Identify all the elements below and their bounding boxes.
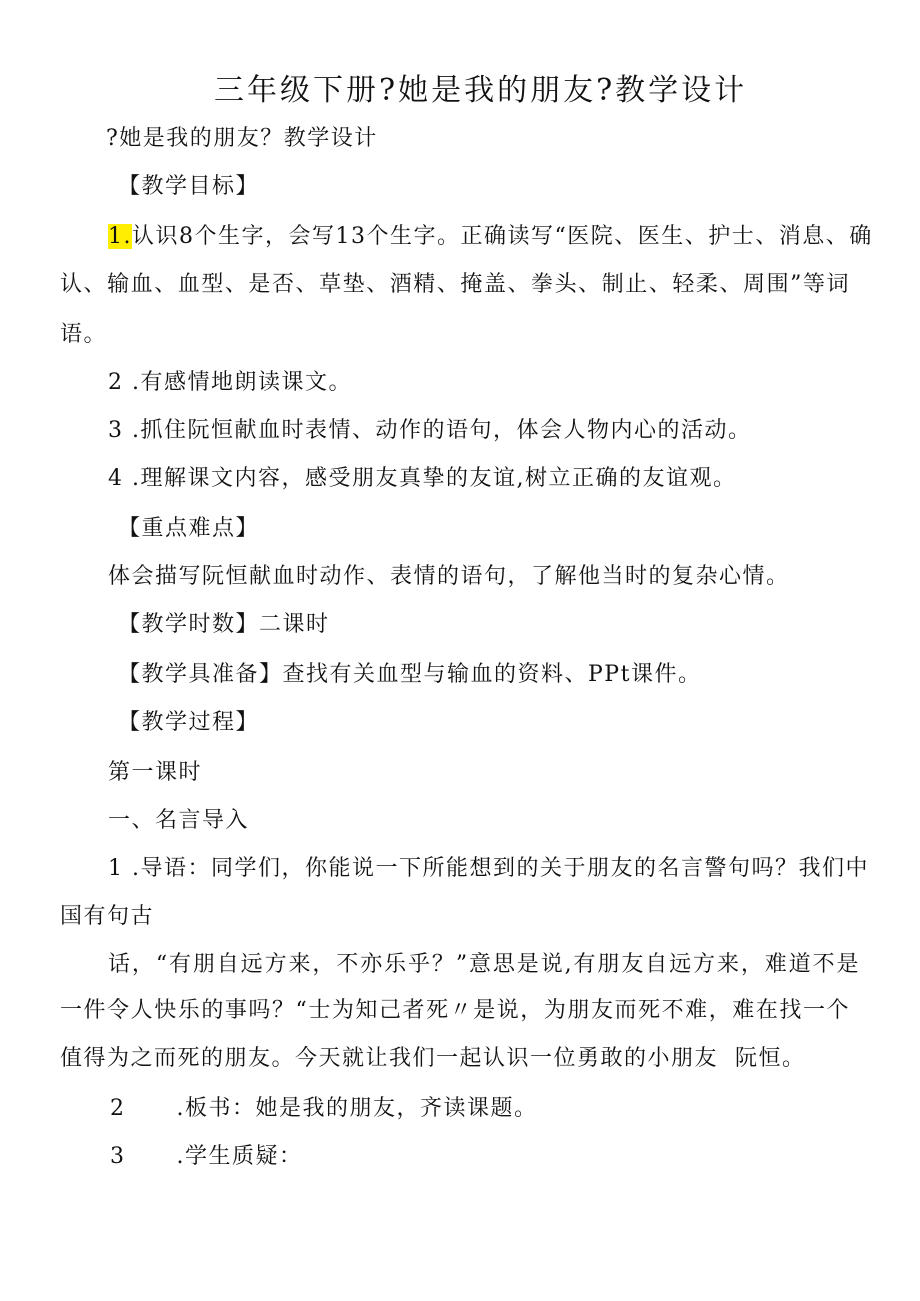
process-heading: 【教学过程】 <box>118 710 260 735</box>
key-points-text: 体会描写阮恒献血时动作、表情的语句，了解他当时的复杂心情。 <box>108 564 790 589</box>
step-1-line-1: 1 .导语：同学们，你能说一下所能想到的关于朋友的名言警句吗？我们中 <box>108 856 869 881</box>
goal-1-line-2: 认、输血、血型、是否、草垫、酒精、掩盖、拳头、制止、轻柔、周围”等词 <box>60 272 850 297</box>
document-title: 三年级下册?她是我的朋友?教学设计 <box>214 73 748 108</box>
goal-3: 3 .抓住阮恒献血时表情、动作的语句，体会人物内心的活动。 <box>108 418 752 443</box>
teaching-preparation: 【教学具准备】查找有关血型与输血的资料、PPt课件。 <box>118 662 702 687</box>
goal-1-line-3: 语。 <box>60 322 108 347</box>
goal-1-text: 认识8个生字，会写13个生字。正确读写“医院、医生、护士、消息、确 <box>132 224 873 249</box>
step-3: 3 .学生质疑： <box>110 1144 303 1169</box>
step-1-line-3: 话，“有朋自远方来，不亦乐乎？”意思是说,有朋友自远方来，难道不是 <box>108 952 860 977</box>
goal-4: 4 .理解课文内容，感受朋友真挚的友谊,树立正确的友谊观。 <box>108 466 737 491</box>
goal-1-number-highlight: 1. <box>108 224 132 249</box>
lesson-one-heading: 第一课时 <box>108 760 203 785</box>
step-2: 2 .板书：她是我的朋友，齐读课题。 <box>110 1096 538 1121</box>
teaching-hours: 【教学时数】二课时 <box>118 612 330 637</box>
document-subtitle: ?她是我的朋友？教学设计 <box>106 126 378 151</box>
goal-2: 2 .有感情地朗读课文。 <box>108 370 352 395</box>
step-1-line-2: 国有句古 <box>60 904 155 929</box>
step-1-line-5: 值得为之而死的朋友。今天就让我们一起认识一位勇敢的小朋友 阮恒。 <box>60 1046 806 1071</box>
goal-1-line-1 <box>108 222 873 252</box>
goals-heading: 【教学目标】 <box>118 174 260 199</box>
key-points-heading: 【重点难点】 <box>118 516 260 541</box>
step-1-line-4: 一件令人快乐的事吗？“士为知己者死〃是说，为朋友而死不难，难在找一个 <box>60 998 850 1023</box>
section-one-heading: 一、名言导入 <box>108 808 250 833</box>
